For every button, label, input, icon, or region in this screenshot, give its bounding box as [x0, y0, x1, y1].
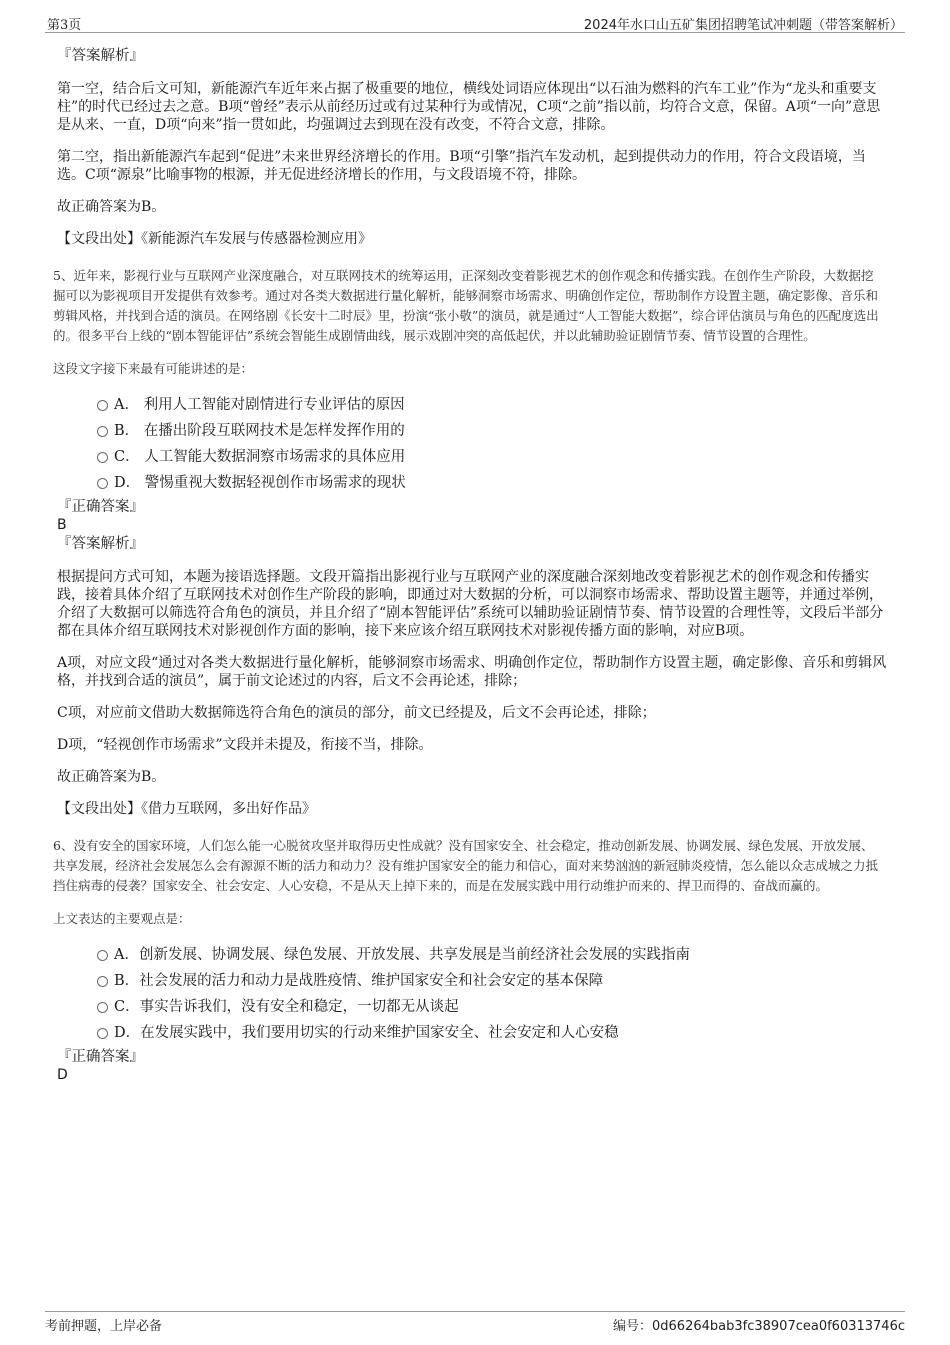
page-footer — [45, 1311, 905, 1336]
radio-button[interactable] — [97, 478, 108, 489]
analysis-paragraph: 第一空，结合后文可知，新能源汽车近年来占据了极重要的地位，横线处词语应体现出“以石油为燃料的汽车工业”作为“龙头和重要支柱”的时代已经过去之意。B项“曾经”表示从前经历过或有过某种行为或情况，C项“之前”指以前，均符合文意，保留。A项“一向”意思是从来、一直，D项“向来”指一贯如此，均强调过去到现在没有改变，不符合文意，排除。 — [57, 81, 881, 133]
analysis-paragraph: D项，“轻视创作市场需求”文段并未提及，衔接不当，排除。 — [57, 737, 433, 753]
radio-button[interactable] — [97, 1002, 108, 1013]
option-d[interactable] — [57, 1020, 887, 1046]
analysis-label: 『答案解析』 — [57, 536, 144, 552]
analysis-paragraph: A项，对应文段“通过对各类大数据进行量化解析，能够洞察市场需求、明确创作定位，帮助制作方设置主题，确定影像、音乐和剪辑风格，并找到合适的演员”，属于前文论述过的内容，后文不会再论述，排除； — [57, 655, 887, 689]
radio-button[interactable] — [97, 976, 108, 987]
correct-answer: B — [57, 517, 67, 533]
analysis-paragraph: 第二空，指出新能源汽车起到“促进”未来世界经济增长的作用。B项“引擎”指汽车发动机，起到提供动力的作用，符合文段语境，当选。C项“源泉”比喻事物的根源，并无促进经济增长的作用，与文段语境不符，排除。 — [57, 149, 866, 183]
analysis-label: 『答案解析』 — [57, 48, 144, 64]
question-6-prompt: 上文表达的主要观点是： — [53, 911, 191, 926]
source-citation: 【文段出处】《借力互联网，多出好作品》 — [57, 801, 316, 817]
question-5-prompt: 这段文字接下来最有可能讲述的是： — [53, 361, 254, 376]
option-c[interactable] — [57, 444, 887, 470]
option-label: B． 在播出阶段互联网技术是怎样发挥作用的 — [114, 423, 405, 439]
question-6-text: 6、没有安全的国家环境，人们怎么能一心脱贫攻坚并取得历史性成就？没有国家安全、社会稳定，推动创新发展、协调发展、绿色发展、开放发展、共享发展，经济社会发展怎么会有源源不断的活力和动力？没有维护国家安全的能力和信心，面对来势汹汹的新冠肺炎疫情，怎么能以众志成城之力抵挡住病毒的侵袭？国家安全、社会安定、人心安稳，不是从天上掉下来的，而是在发展实践中用行动维护而来的、捍卫而得的、奋战而赢的。 — [53, 838, 879, 893]
option-label: C．事实告诉我们，没有安全和稳定，一切都无从谈起 — [114, 999, 459, 1015]
correct-answer-label: 『正确答案』 — [57, 1049, 144, 1065]
analysis-conclusion: 故正确答案为B。 — [57, 769, 166, 785]
document-code: 编号：0d66264bab3fc38907cea0f60313746c — [613, 1319, 905, 1334]
question-5-options — [57, 392, 887, 496]
correct-answer-label: 『正确答案』 — [57, 499, 144, 515]
option-a[interactable] — [57, 392, 887, 418]
option-a[interactable] — [57, 942, 887, 968]
analysis-paragraph: C项，对应前文借助大数据筛选符合角色的演员的部分，前文已经提及，后文不会再论述，排除； — [57, 705, 656, 721]
footer-slogan: 考前押题，上岸必备 — [45, 1319, 163, 1334]
option-b[interactable] — [57, 968, 887, 994]
question-6-options — [57, 942, 887, 1046]
page-header — [45, 12, 905, 33]
option-d[interactable] — [57, 470, 887, 496]
analysis-conclusion: 故正确答案为B。 — [57, 199, 166, 215]
option-label: A．创新发展、协调发展、绿色发展、开放发展、共享发展是当前经济社会发展的实践指南 — [114, 947, 690, 963]
option-label: B．社会发展的活力和动力是战胜疫情、维护国家安全和社会安定的基本保障 — [114, 973, 604, 989]
radio-button[interactable] — [97, 950, 108, 961]
analysis-paragraph: 根据提问方式可知，本题为接语选择题。文段开篇指出影视行业与互联网产业的深度融合深刻地改变着影视艺术的创作观念和传播实践，接着具体介绍了互联网技术对创作生产阶段的影响，即通过对大数据的分析，可以洞察市场需求、帮助设置主题等，并通过举例，介绍了大数据可以筛选符合角色的演员，并且介绍了“剧本智能评估”系统可以辅助验证剧情节奏、情节设置的合理性等，文段后半部分都在具体介绍互联网技术对影视创作方面的影响，接下来应该介绍互联网技术对影视传播方面的影响，对应B项。 — [57, 569, 884, 639]
question-5-text: 5、近年来，影视行业与互联网产业深度融合，对互联网技术的统筹运用，正深刻改变着影视艺术的创作观念和传播实践。在创作生产阶段，大数据挖掘可以为影视项目开发提供有效参考。通过对各类大数据进行量化解析，能够洞察市场需求、明确创作定位，帮助制作方设置主题，确定影像、音乐和剪辑风格，并找到合适的演员。在网络剧《长安十二时辰》里，扮演“张小敬”的演员，就是通过“人工智能大数据”，综合评估演员与角色的匹配度选出的。很多平台上线的“剧本智能评估”系统会智能生成剧情曲线，展示戏剧冲突的高低起伏，并以此辅助验证剧情节奏、情节设置的合理性。 — [53, 268, 879, 343]
option-label: D．在发展实践中，我们要用切实的行动来维护国家安全、社会安定和人心安稳 — [114, 1025, 619, 1041]
page-number: 第3页 — [47, 18, 82, 33]
radio-button[interactable] — [97, 400, 108, 411]
source-citation: 【文段出处】《新能源汽车发展与传感器检测应用》 — [57, 231, 372, 247]
radio-button[interactable] — [97, 1028, 108, 1039]
page-content — [53, 45, 887, 1083]
option-label: D． 警惕重视大数据轻视创作市场需求的现状 — [114, 475, 406, 491]
correct-answer: D — [57, 1067, 68, 1083]
radio-button[interactable] — [97, 452, 108, 463]
radio-button[interactable] — [97, 426, 108, 437]
option-label: C． 人工智能大数据洞察市场需求的具体应用 — [114, 449, 406, 465]
option-label: A． 利用人工智能对剧情进行专业评估的原因 — [114, 397, 405, 413]
option-c[interactable] — [57, 994, 887, 1020]
option-b[interactable] — [57, 418, 887, 444]
document-title: 2024年水口山五矿集团招聘笔试冲刺题（带答案解析） — [583, 18, 903, 33]
